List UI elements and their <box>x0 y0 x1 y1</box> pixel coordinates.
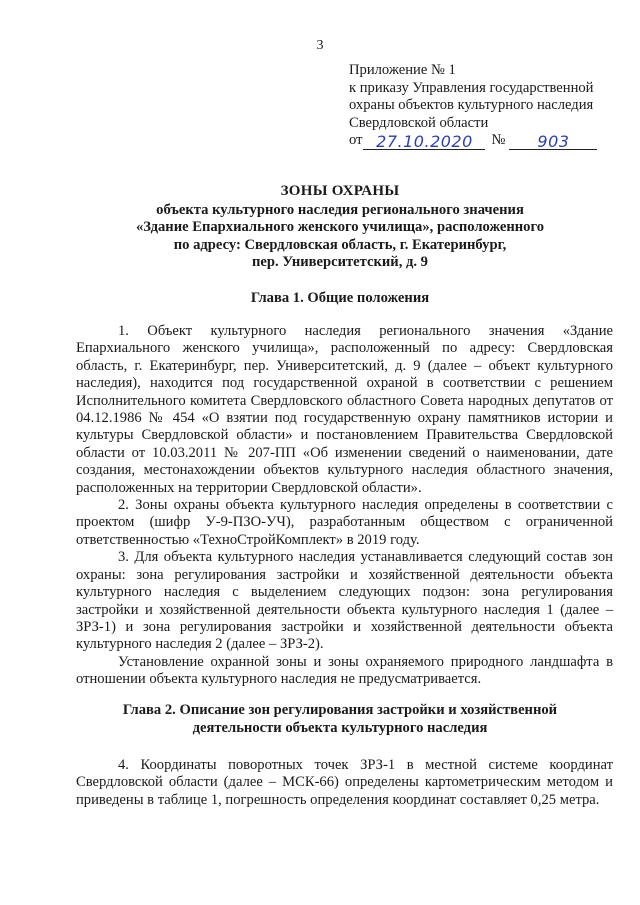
number-sign: № <box>491 132 506 148</box>
chapter-2-heading-line: Глава 2. Описание зон регулирования застройки и хозяйственной <box>122 702 558 718</box>
title-line: по адресу: Свердловская область, г. Екатеринбург, <box>173 236 507 253</box>
title-main: ЗОНЫ ОХРАНЫ <box>280 183 400 199</box>
appendix-line: к приказу Управления государственной <box>349 79 594 96</box>
paragraph-4: 4. Координаты поворотных точек ЗРЗ-1 в местной системе координат Свердловской области (далее – МСК-66) определены картометрическим методом и приведены в таблице 1, погрешность определения координат составляет 0,25 метра. <box>76 757 613 808</box>
date-prefix: от <box>349 132 363 148</box>
paragraph-2: 2. Зоны охраны объекта культурного наследия определены в соответствии с проектом (шифр У-9-ПЗО-УЧ), разработанным обществом с ограниченной ответственностью «ТехноСтройКомплект» в 2019 году. <box>76 497 613 548</box>
document-title <box>60 183 620 272</box>
paragraph-3: 3. Для объекта культурного наследия устанавливается следующий состав зон охраны: зона регулирования застройки и хозяйственной деятельности объекта культурного наследия с выделением следующих подзон: зона регулирования застройки и хозяйственной деятельности объекта культурного наследия 1 (далее – ЗРЗ-1) и зона регулирования застройки и хозяйственной деятельности объекта культурного наследия 2 (далее – ЗРЗ-2). <box>76 549 613 653</box>
page-number: 3 <box>316 38 324 53</box>
title-line: «Здание Епархиального женского училища», расположенного <box>135 219 545 235</box>
title-line: объекта культурного наследия регионального значения <box>156 201 524 218</box>
chapter-1-heading: Глава 1. Общие положения <box>250 290 430 306</box>
chapter-1-body <box>76 323 613 689</box>
handwritten-date: 27.10.2020 <box>363 134 485 150</box>
appendix-line: Свердловской области <box>349 114 489 131</box>
paragraph-note: Установление охранной зоны и зоны охраняемого природного ландшафта в отношении объекта культурного наследия не предусматривается. <box>76 653 613 688</box>
chapter-2-heading-line: деятельности объекта культурного наследия <box>192 719 488 736</box>
chapter-2-body <box>76 757 613 809</box>
handwritten-number: 903 <box>509 134 597 150</box>
appendix-line: Приложение № 1 <box>349 62 456 78</box>
appendix-line: охраны объектов культурного наследия <box>349 97 594 113</box>
paragraph-1: 1. Объект культурного наследия регионального значения «Здание Епархиального женского училища», расположенный по адресу: Свердловская область, г. Екатеринбург, пер. Университетский, д. 9 (далее – объект культурного наследия), находится под государственной охраной в соответствии с решением Исполнительного комитета Свердловского областного Совета народных депутатов от 04.12.1986 № 454 «О взятии под государственную охрану памятников истории и культуры Свердловской области» и постановлением Правительства Свердловской области от 10.03.2011 № 207-ПП «Об изменении сведений о наименовании, дате создания, местонахождении объектов культурного наследия областного значения, расположенных на территории Свердловской области». <box>76 323 613 496</box>
appendix-block <box>349 62 619 150</box>
chapter-2-heading <box>60 702 620 737</box>
order-date-number-line <box>349 132 619 150</box>
title-line: пер. Университетский, д. 9 <box>252 254 428 270</box>
